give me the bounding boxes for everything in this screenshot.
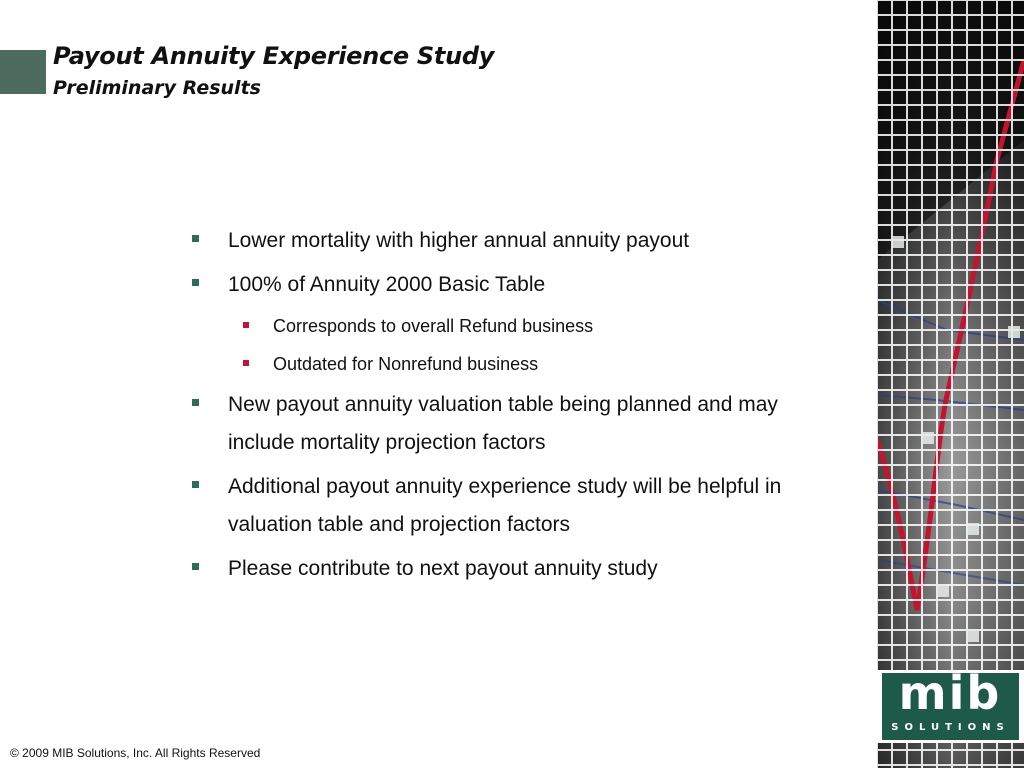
logo-subtitle: SOLUTIONS (891, 722, 1010, 733)
bullet-text: New payout annuity valuation table being planned and may include mortality projection factors (228, 393, 778, 454)
grid-chart-graphic (877, 0, 1024, 768)
copyright-footer: © 2009 MIB Solutions, Inc. All Rights Reserved (10, 746, 261, 760)
sub-bullet-text: Corresponds to overall Refund business (273, 316, 594, 336)
square-bullet-icon (192, 481, 199, 488)
decorative-chart-panel (877, 0, 1024, 768)
square-bullet-icon (192, 563, 199, 570)
sub-bullet-item (190, 348, 830, 380)
square-bullet-icon (192, 235, 199, 242)
title-marker (0, 50, 46, 94)
bullet-item (190, 266, 830, 304)
sub-bullet-item (190, 310, 830, 342)
bullet-item (190, 550, 830, 588)
square-bullet-icon (243, 360, 249, 366)
logo-wordmark: mib (898, 666, 1002, 720)
square-bullet-icon (243, 322, 249, 328)
bullet-list (190, 222, 830, 594)
page-title: Payout Annuity Experience Study (53, 42, 495, 70)
bullet-text: 100% of Annuity 2000 Basic Table (228, 273, 546, 296)
bullet-item (190, 468, 788, 544)
bullet-text: Please contribute to next payout annuity study (228, 557, 658, 580)
mib-solutions-logo (877, 666, 1024, 743)
bullet-text: Additional payout annuity experience study will be helpful in valuation table and projection factors (228, 475, 782, 536)
bullet-text: Lower mortality with higher annual annuity payout (228, 229, 690, 252)
sub-bullet-text: Outdated for Nonrefund business (273, 354, 539, 374)
page-subtitle: Preliminary Results (53, 77, 261, 99)
square-bullet-icon (192, 399, 199, 406)
bullet-item (190, 386, 788, 462)
square-bullet-icon (192, 279, 199, 286)
bullet-item (190, 222, 830, 260)
